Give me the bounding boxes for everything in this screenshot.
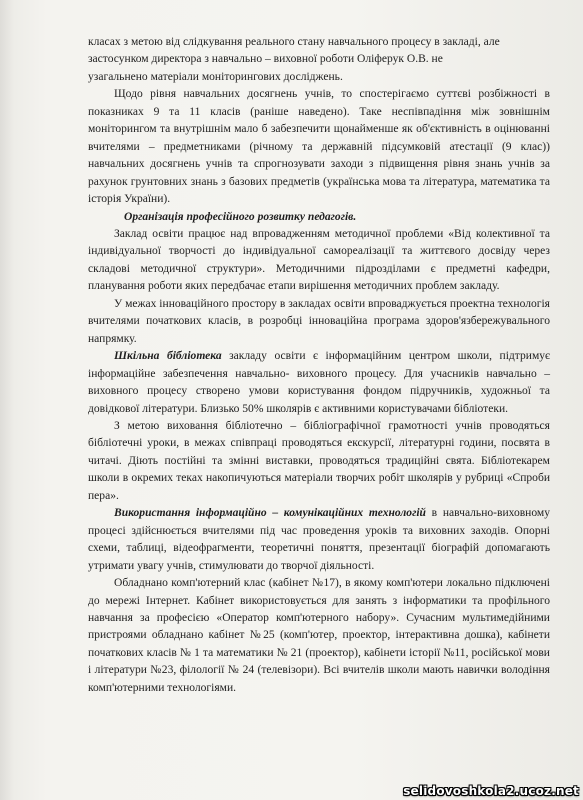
library-lead: Шкільна бібліотека bbox=[114, 350, 222, 363]
paragraph-library bbox=[88, 348, 550, 418]
paragraph-library-culture: З метою виховання бібліотечно – бібліографічної грамотності учнів проводяться бібліотечні уроки, в межах співпраці проводяться екскурсії, літературні години, посвята в читачі. Діють постійні та змінні виставки, проводяться традиційні свята. Бібліотекарем школи в окремих теках накопичуються матеріали творчих робіт школярів у рубриці «Спроби пера». bbox=[88, 419, 550, 502]
site-watermark: selidovoshkola2.ucoz.net bbox=[403, 784, 579, 798]
section-heading-professional-development: Організація професійного розвитку педагогів. bbox=[124, 210, 357, 223]
library-text: закладу освіти є інформаційним центром школи, підтримує інформаційне забезпечення навчально- виховного процесу. Для учасників навчально – виховного процесу створено умови користування фондом підручників, художньої та довідкової літератури. Близько 50% школярів є активними користувачами бібліотеки. bbox=[88, 350, 550, 415]
ict-text: в навчально-виховному процесі здійснюється вчителями під час проведення уроків та виховних заходів. Опорні схеми, таблиці, відеофрагменти, теоретичні поняття, презентації біографій допомагають утримати увагу учнів, стимулювати до творчої діяльності. bbox=[88, 507, 550, 572]
scan-edge-shadow bbox=[0, 0, 14, 800]
paragraph-methodical-problem: Заклад освіти працює над впровадженням методичної проблеми «Від колективної та індивідуальної творчості до індивідуальної самореалізації та життєвого досвіду через складові методичної структури». Методичними підрозділами є предметні кафедри, планування роботи яких передбачає етапи вирішення методичних проблем закладу. bbox=[88, 227, 550, 293]
paragraph-innovation: У межах інноваційного простору в закладах освіти впроваджується проектна технологія вчителями початкових класів, в розробці інноваційна програма здоров'язбережувального напрямку. bbox=[88, 297, 550, 345]
ict-lead: Використання інформаційно – комунікаційних технологій bbox=[114, 507, 426, 520]
document-body bbox=[88, 34, 550, 697]
intro-line-1: класах з метою від слідкування реального стану навчального процесу в закладі, але bbox=[88, 36, 500, 48]
paragraph-ict bbox=[88, 505, 550, 575]
paragraph-computer-class: Обладнано комп'ютерний клас (кабінет №17), в якому комп'ютери локально підключені до мережі Інтернет. Кабінет використовується для занять з інформатики та профільного навчання за професією «Оператор комп'ютерного набору». Сучасним мультимедійними пристроями обладнано кабінет №25 (комп'ютер, проектор, інтерактивна дошка), кабінети початкових класів № 1 та математики № 21 (проектор), кабінети історії №11, російської мови і літератури №23, філології № 24 (телевізори). Всі вчителів школи мають навички володіння комп'ютерними технологіями. bbox=[88, 577, 550, 694]
paragraph-achievement: Щодо рівня навчальних досягнень учнів, то спостерігаємо суттєві розбіжності в показниках 9 та 11 класів (раніше наведено). Таке неспівпадіння між зовнішнім моніторингом та внутрішнім мало б забезпечити щонайменше як об'єктивність в оцінюванні вчителями – предметниками (річному та державній підсумковій атестації (9 клас)) навчальних досягнень учнів та спрогнозувати заходи з підвищення рівня знань учнів за рахунок грунтовних знань з базових предметів (українська мова та література, математика та історія України). bbox=[88, 88, 550, 206]
intro-line-2: застосунком директора з навчально – виховної роботи Оліферук О.В. не bbox=[88, 53, 443, 66]
intro-line-3: узагальнено матеріали моніторингових досліджень. bbox=[88, 70, 343, 83]
